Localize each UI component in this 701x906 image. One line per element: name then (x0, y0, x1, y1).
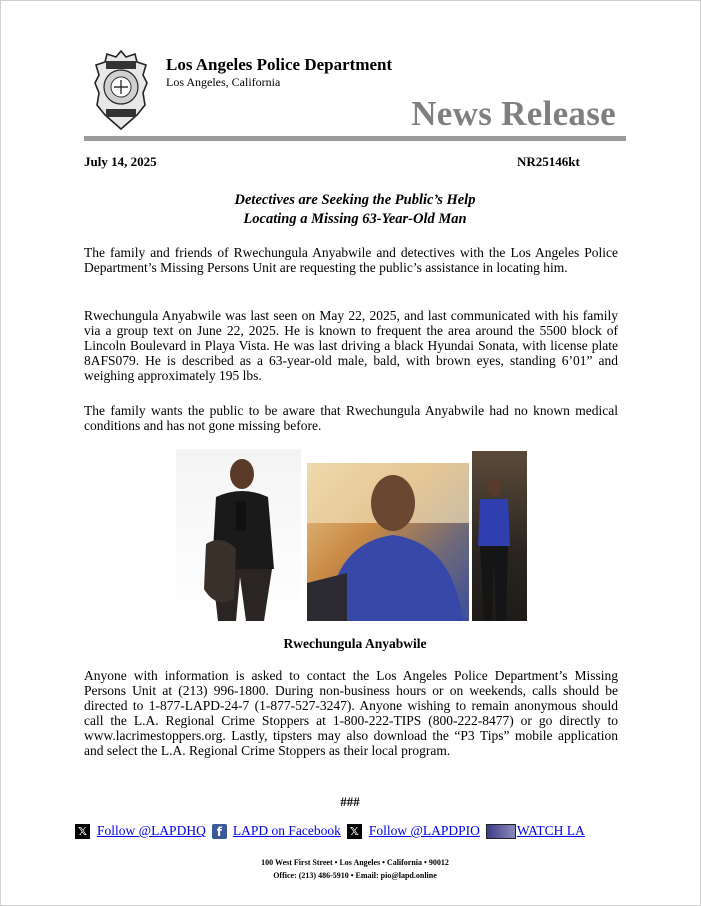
photo-missing-person-blue-shirt (472, 451, 527, 621)
headline-line-1: Detectives are Seeking the Public’s Help (234, 192, 476, 208)
header-divider (84, 136, 626, 141)
release-date: July 14, 2025 (84, 154, 157, 169)
org-city: Los Angeles, California (166, 75, 281, 89)
footer-contact: Office: (213) 486-5910 • Email: pio@lapd.online (273, 871, 437, 880)
photo-2-illustration (307, 463, 469, 621)
lapd-badge-logo (93, 49, 149, 131)
lapd-facebook-link[interactable]: LAPD on Facebook (232, 823, 341, 838)
x-logo-icon: 𝕏 (75, 824, 90, 839)
photo-1-illustration (176, 449, 301, 621)
photo-3-illustration (472, 451, 527, 621)
watch-la-tv-icon (486, 824, 516, 839)
paragraph-family: The family wants the public to be aware that Rwechungula Anyabwile had no known medical conditions and has not gone missing before. (84, 403, 618, 433)
follow-lapdpio-link[interactable]: Follow @LAPDPIO (368, 823, 480, 838)
release-title: News Release (411, 94, 616, 133)
headline (84, 191, 626, 229)
photo-missing-person-standing (176, 449, 301, 621)
headline-line-2: Locating a Missing 63-Year-Old Man (243, 211, 467, 227)
paragraph-last-seen: Rwechungula Anyabwile was last seen on May 22, 2025, and last communicated with his family via a group text on June 22, 2025. He is known to frequent the area around the 5500 block of Lincoln Boulevard in Playa Vista. He was last driving a black Hyundai Sonata, with license plate 8AFS079. He is described as a 63-year-old male, bald, with brown eyes, standing 6’01” and weighing approximately 195 lbs. (84, 308, 618, 383)
end-mark: ### (340, 794, 360, 809)
x-logo-icon: 𝕏 (347, 824, 362, 839)
photo-caption: Rwechungula Anyabwile (283, 636, 427, 651)
follow-lapdhq-link[interactable]: Follow @LAPDHQ (97, 823, 206, 838)
facebook-icon: f (212, 824, 227, 839)
org-name: Los Angeles Police Department (166, 55, 393, 74)
release-number: NR25146kt (517, 154, 580, 169)
social-links-row (75, 822, 585, 840)
watch-la-link[interactable]: WATCH LA (516, 823, 585, 838)
footer-address: 100 West First Street • Los Angeles • California • 90012 (261, 858, 449, 867)
paragraph-intro: The family and friends of Rwechungula Anyabwile and detectives with the Los Angeles Police Department’s Missing Persons Unit are requesting the public’s assistance in locating him. (84, 245, 618, 275)
photo-missing-person-closeup (307, 463, 469, 621)
paragraph-contact-info: Anyone with information is asked to contact the Los Angeles Police Department’s Missing Persons Unit at (213) 996-1800. During non-business hours or on weekends, calls should be directed to 1-877-LAPD-24-7 (1-877-527-3247). Anyone wishing to remain anonymous should call the L.A. Regional Crime Stoppers at 1-800-222-TIPS (800-222-8477) or go directly to www.lacrimestoppers.org. Lastly, tipsters may also download the “P3 Tips” mobile application and select the L.A. Regional Crime Stoppers as their local program. (84, 668, 618, 758)
